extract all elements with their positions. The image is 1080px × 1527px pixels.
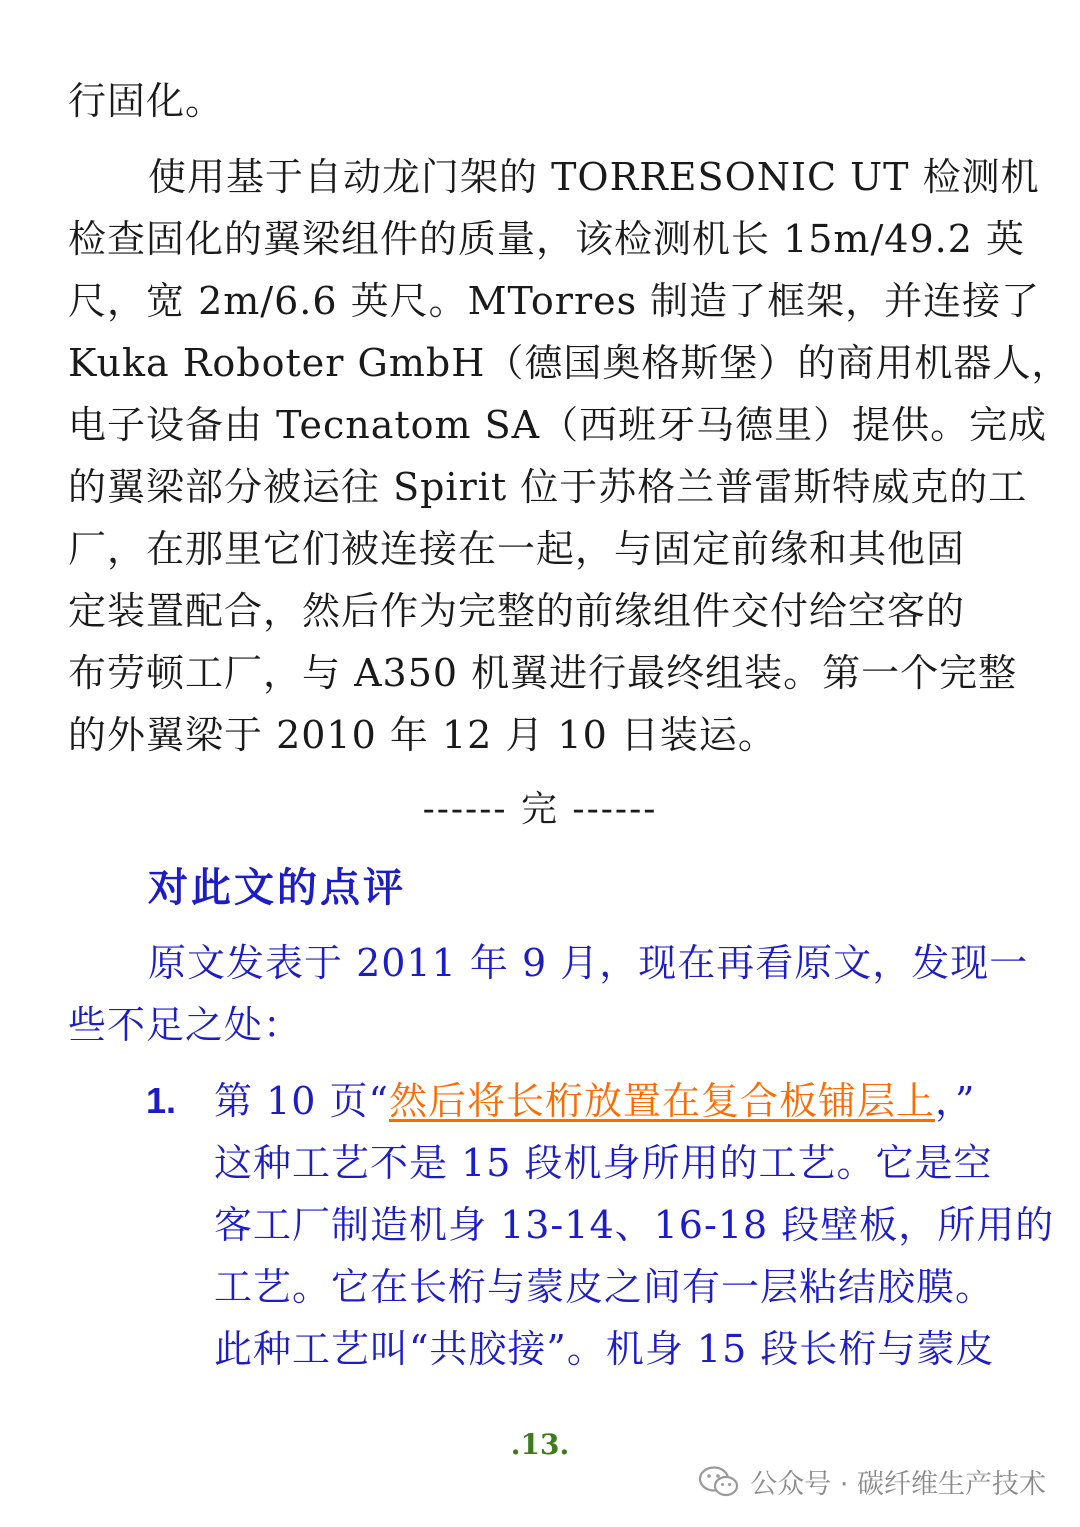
text-line: 厂，在那里它们被连接在一起，与固定前缘和其他固 (68, 527, 966, 571)
list-item (214, 1070, 1055, 1380)
text-line: 定装置配合，然后作为完整的前缘组件交付给空客的 (68, 589, 966, 633)
text-line: 工艺。它在长桁与蒙皮之间有一层粘结胶膜。 (214, 1265, 995, 1309)
text-line: 这种工艺不是 15 段机身所用的工艺。它是空 (214, 1141, 993, 1185)
text-line: 检查固化的翼梁组件的质量，该检测机长 15m/49.2 英 (68, 217, 1025, 261)
text-line: 布劳顿工厂，与 A350 机翼进行最终组装。第一个完整 (68, 651, 1018, 695)
review-intro (68, 932, 1029, 1056)
review-heading: 对此文的点评 (148, 864, 406, 911)
quote-prefix: 第 10 页“ (214, 1079, 389, 1123)
text-line: 的外翼梁于 2010 年 12 月 10 日装运。 (68, 713, 777, 757)
text-line: 此种工艺叫“共胶接”。机身 15 段长桁与蒙皮 (214, 1327, 995, 1371)
quote-link[interactable]: 然后将长桁放置在复合板铺层上 (388, 1079, 935, 1123)
paragraph-continuation (68, 70, 1008, 132)
text-line: Kuka Roboter GmbH（德国奥格斯堡）的商用机器人， (68, 341, 1071, 385)
text-line: 电子设备由 Tecnatom SA（西班牙马德里）提供。完成 (68, 403, 1048, 447)
paragraph-inspection (68, 146, 1071, 766)
text-line: 些不足之处： (68, 1003, 303, 1047)
list-item-first-line (214, 1070, 1014, 1132)
text-line: 行固化。 (68, 79, 225, 123)
text-line: 原文发表于 2011 年 9 月，现在再看原文，发现一 (148, 941, 1029, 985)
text-line: 尺，宽 2m/6.6 英尺。MTorres 制造了框架，并连接了 (68, 279, 1041, 323)
quote-suffix: ，” (934, 1079, 976, 1123)
watermark (698, 1462, 1046, 1501)
wechat-icon (698, 1465, 740, 1499)
list-item-number: 1. (146, 1080, 177, 1121)
end-marker: ------ 完 ------ (422, 789, 658, 830)
text-line: 使用基于自动龙门架的 TORRESONIC UT 检测机 (148, 155, 1040, 199)
text-line: 客工厂制造机身 13-14、16-18 段壁板，所用的 (214, 1203, 1055, 1247)
watermark-text: 公众号 · 碳纤维生产技术 (750, 1469, 1046, 1500)
text-line: 的翼梁部分被运往 Spirit 位于苏格兰普雷斯特威克的工 (68, 465, 1028, 509)
page-number: .13. (510, 1428, 570, 1461)
